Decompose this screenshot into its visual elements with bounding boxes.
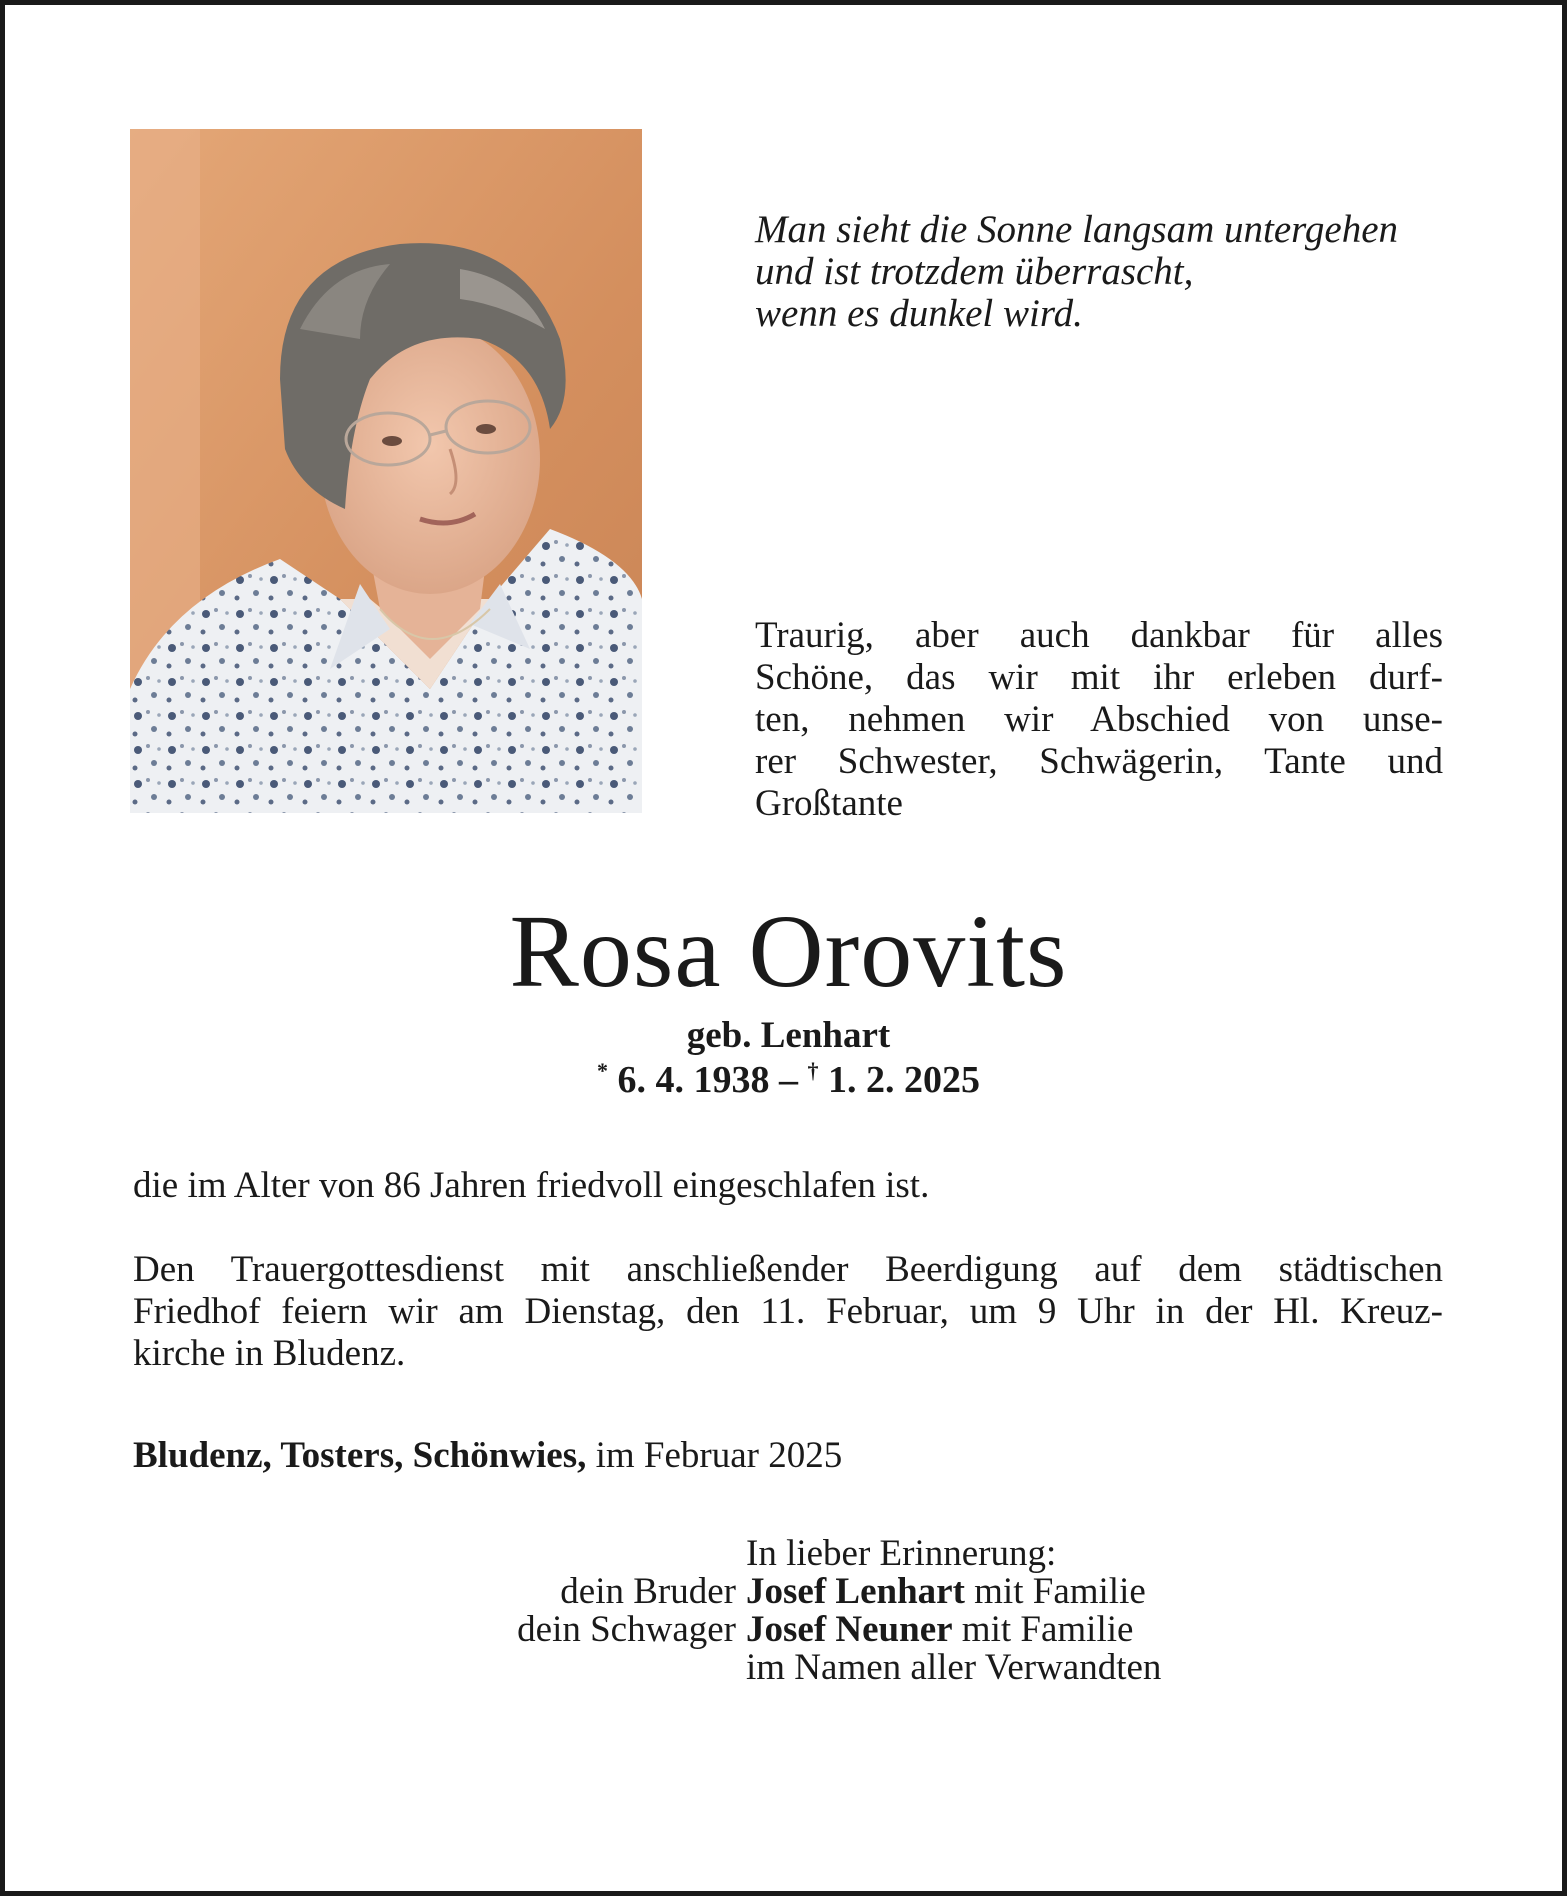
motto-line: Man sieht die Sonne langsam untergehen [755, 208, 1399, 251]
birth-date: 6. 4. 1938 [617, 1059, 770, 1101]
closing-row [133, 1649, 1443, 1687]
intro-paragraph [755, 615, 1443, 825]
death-symbol: † [807, 1058, 819, 1083]
motto-verse [755, 209, 1475, 335]
signoff-heading-row [133, 1535, 1443, 1573]
mourner-name: Josef Lenhart [746, 1571, 965, 1612]
service-line: Den Trauergottesdienst mit anschließender Beerdigung auf dem städtischen [133, 1249, 1443, 1290]
place-date-line [133, 1435, 1443, 1477]
date-line: im Februar 2025 [595, 1435, 843, 1476]
birth-name: geb. Lenhart [686, 1015, 891, 1056]
signoff-block [133, 1535, 1443, 1687]
places: Bludenz, Tosters, Schönwies, [133, 1435, 587, 1476]
intro-line: Großtante [755, 783, 903, 824]
portrait-image [130, 129, 642, 813]
signoff-heading: In lieber Erinnerung: [746, 1533, 1057, 1574]
service-line: Friedhof feiern wir am Dienstag, den 11. Februar, um 9 Uhr in der Hl. Kreuz- [133, 1291, 1443, 1332]
mourner-relation: dein Bruder [560, 1571, 736, 1612]
intro-line: Traurig, aber auch dankbar für alles [755, 615, 1443, 656]
intro-line: Schöne, das wir mit ihr erleben durf- [755, 657, 1443, 698]
service-line: kirche in Bludenz. [133, 1333, 406, 1374]
deceased-name: Rosa Orovits [509, 894, 1068, 1009]
mourner-suffix: mit Familie [974, 1571, 1146, 1612]
intro-line: ten, nehmen wir Abschied von unse- [755, 699, 1443, 740]
service-paragraph [133, 1249, 1443, 1375]
death-date: 1. 2. 2025 [828, 1059, 980, 1101]
age-paragraph: die im Alter von 86 Jahren friedvoll eingeschlafen ist. [133, 1165, 930, 1206]
mourner-name: Josef Neuner [746, 1609, 953, 1650]
motto-line: und ist trotzdem überrascht, [755, 250, 1194, 293]
portrait-photo [130, 129, 642, 813]
birth-symbol: * [597, 1058, 608, 1083]
signoff-closing: im Namen aller Verwandten [746, 1647, 1162, 1688]
mourner-relation: dein Schwager [517, 1609, 736, 1650]
mourner-row [133, 1611, 1443, 1649]
date-separator: – [779, 1059, 798, 1101]
mourner-row [133, 1573, 1443, 1611]
intro-line: rer Schwester, Schwägerin, Tante und [755, 741, 1443, 782]
motto-line: wenn es dunkel wird. [755, 292, 1083, 335]
mourner-suffix: mit Familie [961, 1609, 1134, 1650]
life-dates [5, 1059, 1567, 1101]
